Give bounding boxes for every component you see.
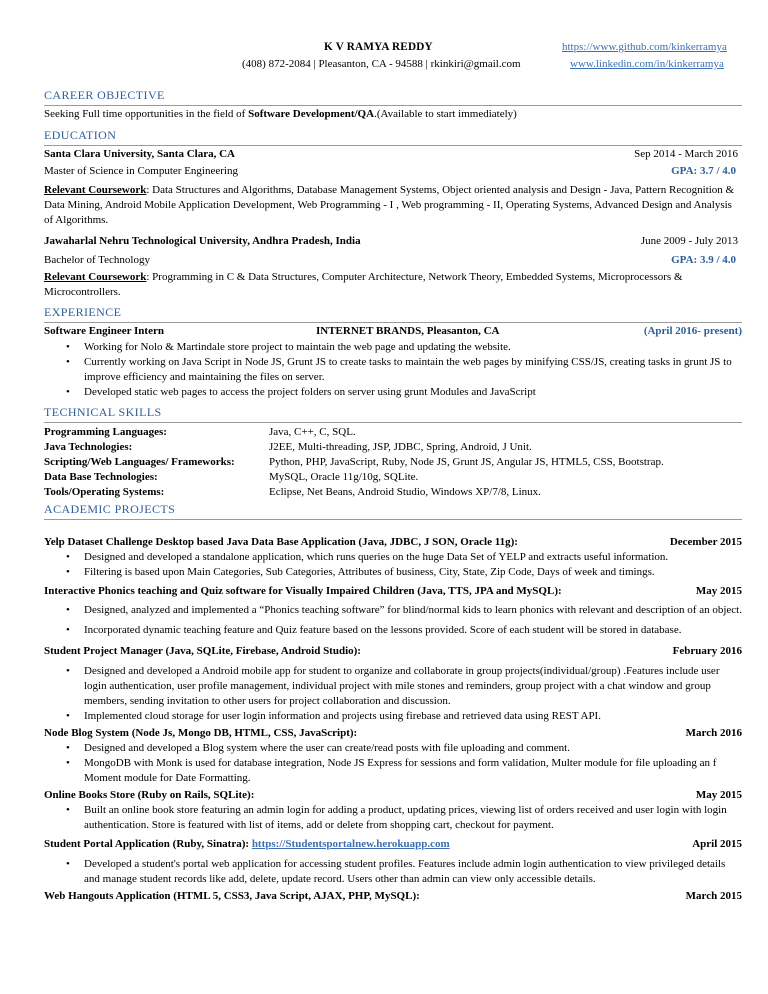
education-entry bbox=[44, 147, 742, 228]
skill-key: Data Base Technologies: bbox=[44, 471, 158, 483]
project-link[interactable]: https://Studentsportalnew.herokuapp.com bbox=[251, 838, 450, 850]
objective-pre: Seeking Full time opportunities in the field of bbox=[44, 108, 249, 120]
education-entry bbox=[44, 234, 742, 300]
objective-bold: Software Development/QA bbox=[248, 108, 375, 120]
project-title: Web Hangouts Application (HTML 5, CSS3, Java Script, AJAX, PHP, MySQL): bbox=[44, 890, 420, 902]
list-item: • Developed a student's portal web application for accessing student profiles. Features include admin login authentication to view privileged details and manage student records like add, delete, update record. Users other than admin can view only accessible details. bbox=[84, 857, 742, 887]
list-item: • Designed and developed a standalone application, which runs queries on the huge Data Set of YELP and extracts useful information. bbox=[84, 550, 742, 565]
gpa: GPA: 3.7 / 4.0 bbox=[671, 165, 736, 177]
list-item: • Filtering is based upon Main Categories, Sub Categories, Attributes of business, City, State, Zip Code, Days of week and timings. bbox=[84, 565, 742, 580]
project-date: May 2015 bbox=[695, 585, 742, 597]
list-item: • Incorporated dynamic teaching feature and Quiz feature based on the lessons provided. Score of each student will be stored in database. bbox=[84, 623, 742, 638]
skill-key: Tools/Operating Systems: bbox=[44, 486, 165, 498]
list-item: • Designed, analyzed and implemented a “Phonics teaching software” for blind/normal kids to learn phonics with relevant and description of an object. bbox=[84, 603, 742, 618]
project-entry bbox=[44, 889, 742, 904]
skill-key: Scripting/Web Languages/ Frameworks: bbox=[44, 456, 235, 468]
project-date: March 2015 bbox=[685, 890, 742, 902]
project-title: Student Project Manager (Java, SQLite, Firebase, Android Studio): bbox=[44, 645, 361, 657]
github-link[interactable]: https://www.github.com/kinkerramya bbox=[562, 41, 727, 53]
list-item: • Working for Nolo & Martindale store project to maintain the web page and updating the website. bbox=[84, 340, 742, 355]
school-dates: Sep 2014 - March 2016 bbox=[634, 148, 738, 160]
project-entry bbox=[44, 788, 742, 833]
school-name: Jawaharlal Nehru Technological University, Andhra Pradesh, India bbox=[44, 235, 361, 247]
skill-value: Python, PHP, JavaScript, Ruby, Node JS, Grunt JS, Angular JS, HTML5, CSS, Bootstrap. bbox=[269, 456, 664, 468]
skill-value: Eclipse, Net Beans, Android Studio, Windows XP/7/8, Linux. bbox=[269, 486, 541, 498]
skill-value: J2EE, Multi-threading, JSP, JDBC, Spring, Android, J Unit. bbox=[269, 441, 532, 453]
experience-bullets bbox=[44, 340, 742, 400]
section-heading-projects: ACADEMIC PROJECTS bbox=[44, 502, 742, 520]
resume-header bbox=[44, 41, 742, 73]
job-dates: (April 2016- present) bbox=[643, 325, 742, 337]
objective-post: .(Available to start immediately) bbox=[374, 108, 517, 120]
list-item: • Designed and developed a Blog system where the user can create/read posts with file uploading and comment. bbox=[84, 741, 742, 756]
project-title: Yelp Dataset Challenge Desktop based Java Data Base Application (Java, JDBC, J SON, Oracle 11g): bbox=[44, 536, 518, 548]
list-item: • Developed static web pages to access the project folders on server using grunt Modules and JavaScript bbox=[84, 385, 742, 400]
project-title: Online Books Store (Ruby on Rails, SQLite): bbox=[44, 789, 255, 801]
project-date: February 2016 bbox=[672, 645, 742, 657]
project-entry bbox=[44, 726, 742, 786]
job-company: INTERNET BRANDS, Pleasanton, CA bbox=[316, 325, 500, 337]
degree: Master of Science in Computer Engineering bbox=[44, 165, 238, 177]
coursework-text: : Programming in C & Data Structures, Computer Architecture, Network Theory, Embedded Systems, Microprocessors & Microcontrollers. bbox=[44, 271, 683, 298]
project-title-wrap bbox=[44, 837, 450, 852]
candidate-name: K V RAMYA REDDY bbox=[324, 41, 433, 53]
school-name: Santa Clara University, Santa Clara, CA bbox=[44, 148, 235, 160]
list-item: • Designed and developed a Android mobile app for student to organize and collaborate in group projects(individual/group) .Features include user login authentication, user profile management, individual project with mile stones and reminders, group project with a chat window and group members, sending invitation to other users for project collaboration and discussion. bbox=[84, 664, 742, 709]
gpa: GPA: 3.9 / 4.0 bbox=[671, 254, 736, 266]
project-entry bbox=[44, 584, 742, 638]
contact-line: (408) 872-2084 | Pleasanton, CA - 94588 | rkinkiri@gmail.com bbox=[242, 58, 521, 70]
project-entry bbox=[44, 535, 742, 580]
section-heading-education: EDUCATION bbox=[44, 128, 742, 146]
section-heading-skills: TECHNICAL SKILLS bbox=[44, 405, 742, 423]
objective-text bbox=[44, 107, 742, 122]
section-heading-objective: CAREER OBJECTIVE bbox=[44, 88, 742, 106]
skill-key: Java Technologies: bbox=[44, 441, 133, 453]
experience-header bbox=[44, 324, 742, 339]
project-date: May 2015 bbox=[695, 789, 742, 801]
coursework bbox=[44, 183, 742, 228]
skill-value: MySQL, Oracle 11g/10g, SQLite. bbox=[269, 471, 419, 483]
coursework-label: Relevant Coursework bbox=[44, 184, 147, 196]
project-entry bbox=[44, 644, 742, 724]
degree: Bachelor of Technology bbox=[44, 254, 150, 266]
project-date: April 2015 bbox=[692, 838, 742, 850]
list-item: • MongoDB with Monk is used for database integration, Node JS Express for sessions and form validation, Multer module for file uploading an f Moment module for Date Formatting. bbox=[84, 756, 742, 786]
resume-page bbox=[44, 41, 742, 904]
list-item: • Currently working on Java Script in Node JS, Grunt JS to create tasks to maintain the web pages by minifying CSS/JS, creating tasks in grunt JS to improve efficiency and maintaining the files on server. bbox=[84, 355, 742, 385]
section-heading-experience: EXPERIENCE bbox=[44, 305, 742, 323]
project-date: March 2016 bbox=[685, 727, 742, 739]
skills-table bbox=[44, 425, 742, 500]
linkedin-link[interactable]: www.linkedin.com/in/kinkerramya bbox=[570, 58, 724, 70]
project-date: December 2015 bbox=[669, 536, 742, 548]
list-item: • Implemented cloud storage for user login information and projects using firebase and retrieved data using REST API. bbox=[84, 709, 742, 724]
project-title: Node Blog System (Node Js, Mongo DB, HTML, CSS, JavaScript): bbox=[44, 727, 358, 739]
project-title: Interactive Phonics teaching and Quiz software for Visually Impaired Children (Java, TTS, JPA and MySQL): bbox=[44, 585, 562, 597]
skill-key: Programming Languages: bbox=[44, 426, 167, 438]
coursework-label: Relevant Coursework bbox=[44, 271, 147, 283]
list-item: • Built an online book store featuring an admin login for adding a product, updating prices, viewing list of orders received and user login with login authentication. Store is featured with list of items, add or delete from shopping cart, checkout for payment. bbox=[84, 803, 742, 833]
project-title: Student Portal Application (Ruby, Sinatra): bbox=[44, 838, 250, 850]
coursework-text: : Data Structures and Algorithms, Database Management Systems, Object oriented analysis and Design - Java, Pattern Recognition & Data Mining, Android Mobile Application Development, Web Programming - I , Web programming - II, Operating Systems, Advanced Design and Analysis of Algorithms. bbox=[44, 184, 735, 226]
project-entry bbox=[44, 837, 742, 887]
school-dates: June 2009 - July 2013 bbox=[640, 235, 738, 247]
coursework bbox=[44, 270, 742, 300]
job-role: Software Engineer Intern bbox=[44, 325, 164, 337]
skill-value: Java, C++, C, SQL. bbox=[269, 426, 356, 438]
